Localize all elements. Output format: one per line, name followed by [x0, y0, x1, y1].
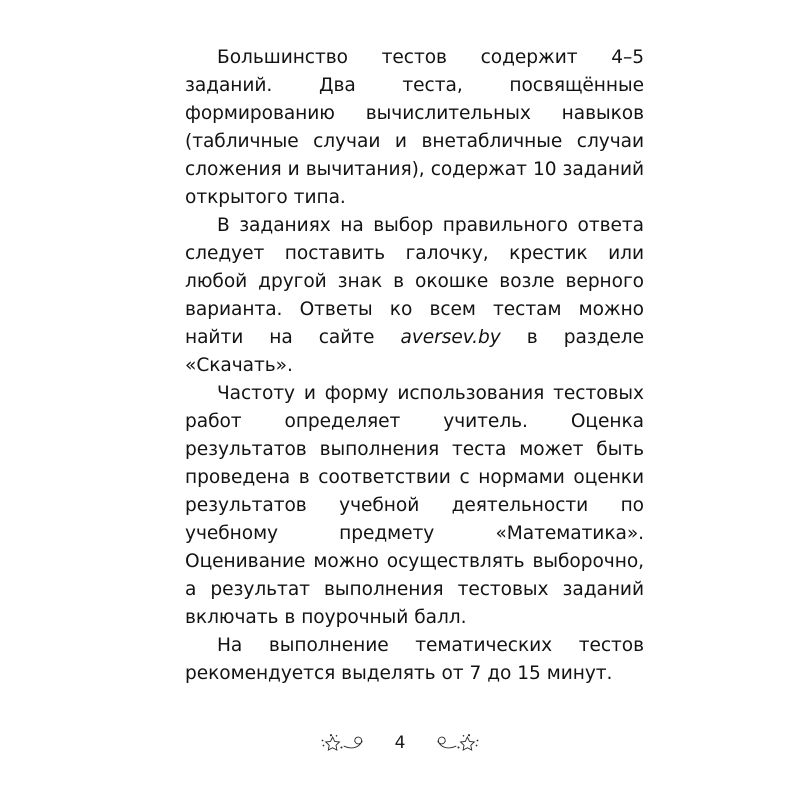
paragraph-4-text: На выполнение тематических тестов рекомендуется выделять от 7 до 15 минут. [185, 635, 644, 684]
star-swirl-ornament-icon [319, 731, 381, 755]
star-swirl-ornament-mirrored-icon [419, 731, 481, 755]
paragraph-2-text-lead: В заданиях на выбор правильного ответа следует поставить галочку, крестик или любой другой знак в окошке возле верного варианта. Ответы ко всем тестам можно найти на сайте [185, 215, 644, 348]
paragraph-1-text: Большинство тестов содержит 4–5 заданий. Два теста, посвящённые формированию вычислительных навыков (табличные случаи и внетабличные случаи сложения и вычитания), содержат 10 заданий открытого типа. [185, 47, 644, 208]
paragraph-2 [185, 212, 644, 380]
page-footer [0, 726, 800, 760]
body-text-column [185, 44, 644, 688]
paragraph-3-text: Частоту и форму использования тестовых работ определяет учитель. Оценка результатов выполнения теста может быть проведена в соответствии с нормами оценки результатов учебной деятельности по учебному предмету «Математика». Оценивание можно осуществлять выборочно, а результат выполнения тестовых заданий включать в поурочный балл. [185, 383, 644, 628]
paragraph-3 [185, 380, 644, 632]
website-name: aversev.by [400, 327, 501, 348]
paragraph-2-text-tail: в разделе «Скачать». [185, 327, 644, 376]
paragraph-1 [185, 44, 644, 212]
page-number: 4 [394, 732, 406, 753]
paragraph-4 [185, 632, 644, 688]
